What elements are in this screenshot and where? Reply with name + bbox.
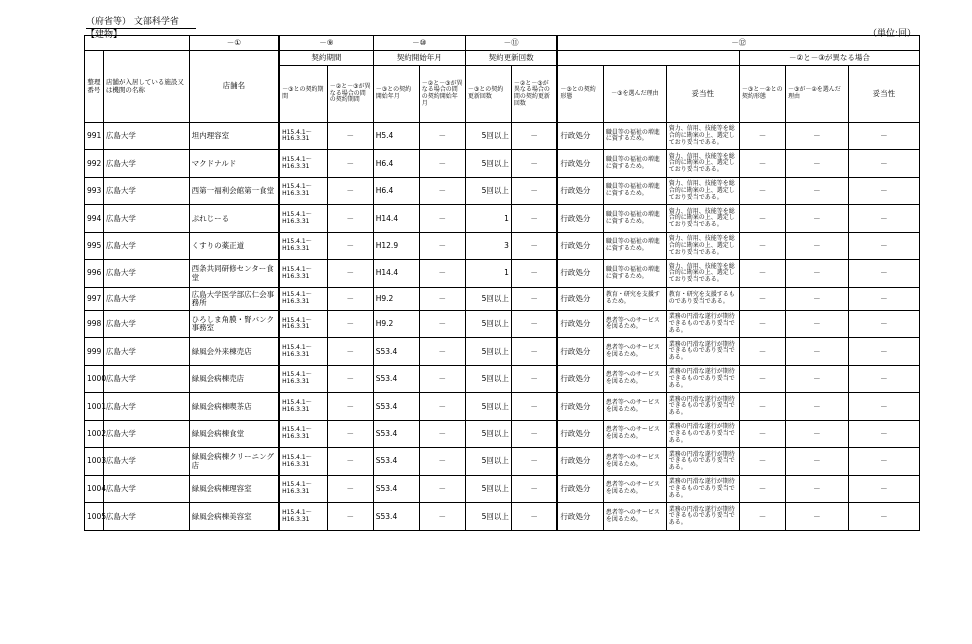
header-g9: －⑨ (279, 36, 373, 51)
contract-start-diff: － (419, 177, 465, 204)
validity-text: 業務の円滑な遂行が期待できるものであり妥当である。 (666, 503, 739, 531)
table-row (85, 123, 920, 150)
renewal-count-diff: － (511, 365, 557, 392)
store-name: 緑風会外来棟売店 (189, 338, 279, 365)
facility-name: 広島大学 (103, 177, 189, 204)
table-row (85, 338, 920, 365)
contract-start-diff: － (419, 150, 465, 177)
renewal-count: 5回以上 (465, 287, 511, 310)
row-number: 1004 (85, 475, 104, 502)
facility-name: 広島大学 (103, 448, 189, 475)
renewal-count-diff: － (511, 123, 557, 150)
diff-validity: － (848, 448, 919, 475)
contract-period: H15.4.1～H16.3.31 (279, 260, 327, 287)
store-name: 緑風会病棟美容室 (189, 503, 279, 531)
diff-form: － (739, 260, 785, 287)
contract-start: H5.4 (373, 123, 419, 150)
renewal-count-diff: － (511, 311, 557, 338)
diff-reason: － (785, 123, 848, 150)
facility-name: 広島大学 (103, 393, 189, 420)
unit-label: （単位:回） (867, 29, 916, 39)
validity-text: 資力、信用、技能等を総合的に勘案の上、選定しており妥当である。 (666, 232, 739, 259)
header-g12: －⑫ (557, 36, 919, 51)
diff-form: － (739, 448, 785, 475)
facility-name: 広島大学 (103, 232, 189, 259)
table-row (85, 311, 920, 338)
header-c12a: －③との契約形態 (557, 66, 603, 123)
diff-reason: － (785, 393, 848, 420)
diff-reason: － (785, 475, 848, 502)
contract-period: H15.4.1～H16.3.31 (279, 287, 327, 310)
contract-period: H15.4.1～H16.3.31 (279, 365, 327, 392)
header-c9b: －②と－③が異なる場合の間の契約期間 (327, 66, 373, 123)
diff-validity: － (848, 393, 919, 420)
header-c12c: 妥当性 (666, 66, 739, 123)
validity-text: 業務の円滑な遂行が期待できるものであり妥当である。 (666, 365, 739, 392)
contract-period-diff: － (327, 177, 373, 204)
diff-reason: － (785, 311, 848, 338)
contract-start-diff: － (419, 311, 465, 338)
renewal-count: 5回以上 (465, 503, 511, 531)
contract-form: 行政処分 (557, 311, 603, 338)
contract-period-diff: － (327, 232, 373, 259)
row-number: 1001 (85, 393, 104, 420)
diff-form: － (739, 311, 785, 338)
selection-reason: 職員等の福祉の増進に資するため。 (603, 205, 666, 232)
validity-text: 業務の円滑な遂行が期待できるものであり妥当である。 (666, 420, 739, 447)
diff-form: － (739, 393, 785, 420)
contract-period-diff: － (327, 503, 373, 531)
header-contract-period: 契約期間 (279, 51, 373, 66)
diff-validity: － (848, 420, 919, 447)
header-g11: －⑪ (465, 36, 557, 51)
agency-label: （府省等） 文部科学省 (86, 14, 196, 29)
contract-start-diff: － (419, 365, 465, 392)
contract-start: H12.9 (373, 232, 419, 259)
header-blank-2 (557, 51, 739, 66)
validity-text: 資力、信用、技能等を総合的に勘案の上、選定しており妥当である。 (666, 123, 739, 150)
diff-reason: － (785, 260, 848, 287)
header-c9a: －③との契約期間 (279, 66, 327, 123)
contract-form: 行政処分 (557, 338, 603, 365)
contract-period-diff: － (327, 205, 373, 232)
selection-reason: 患者等へのサービスを図るため。 (603, 503, 666, 531)
contract-period: H15.4.1～H16.3.31 (279, 338, 327, 365)
contract-form: 行政処分 (557, 475, 603, 502)
header-c11b: －②と－③が異なる場合の間の契約更新回数 (511, 66, 557, 123)
row-number: 1005 (85, 503, 104, 531)
row-number: 1002 (85, 420, 104, 447)
diff-reason: － (785, 150, 848, 177)
renewal-count: 5回以上 (465, 420, 511, 447)
validity-text: 教育・研究を支援するものであり妥当である。 (666, 287, 739, 310)
diff-form: － (739, 150, 785, 177)
diff-validity: － (848, 287, 919, 310)
store-name: くすりの薬正道 (189, 232, 279, 259)
facility-name: 広島大学 (103, 338, 189, 365)
diff-validity: － (848, 338, 919, 365)
renewal-count: 1 (465, 260, 511, 287)
contract-start: S53.4 (373, 338, 419, 365)
diff-form: － (739, 205, 785, 232)
contract-form: 行政処分 (557, 420, 603, 447)
table-row (85, 448, 920, 475)
contract-start-diff: － (419, 260, 465, 287)
row-number: 1003 (85, 448, 104, 475)
table-row (85, 503, 920, 531)
contract-start: H6.4 (373, 150, 419, 177)
header-c11a: －③との契約更新回数 (465, 66, 511, 123)
table-row (85, 393, 920, 420)
contract-start: S53.4 (373, 420, 419, 447)
diff-reason: － (785, 365, 848, 392)
store-name: マクドナルド (189, 150, 279, 177)
selection-reason: 職員等の福祉の増進に資するため。 (603, 260, 666, 287)
table-row (85, 205, 920, 232)
contract-period: H15.4.1～H16.3.31 (279, 205, 327, 232)
diff-validity: － (848, 205, 919, 232)
diff-reason: － (785, 338, 848, 365)
selection-reason: 患者等へのサービスを図るため。 (603, 420, 666, 447)
selection-reason: 職員等の福祉の増進に資するため。 (603, 177, 666, 204)
diff-reason: － (785, 420, 848, 447)
store-name: 緑風会病棟クリーニング店 (189, 448, 279, 475)
diff-reason: － (785, 177, 848, 204)
diff-form: － (739, 287, 785, 310)
facility-name: 広島大学 (103, 205, 189, 232)
contract-period: H15.4.1～H16.3.31 (279, 150, 327, 177)
validity-text: 資力、信用、技能等を総合的に勘案の上、選定しており妥当である。 (666, 260, 739, 287)
contract-period: H15.4.1～H16.3.31 (279, 448, 327, 475)
validity-text: 業務の円滑な遂行が期待できるものであり妥当である。 (666, 448, 739, 475)
renewal-count: 5回以上 (465, 150, 511, 177)
diff-validity: － (848, 260, 919, 287)
renewal-count: 5回以上 (465, 338, 511, 365)
diff-reason: － (785, 287, 848, 310)
renewal-count: 5回以上 (465, 365, 511, 392)
contract-form: 行政処分 (557, 260, 603, 287)
store-name: 緑風会病棟喫茶店 (189, 393, 279, 420)
renewal-count: 5回以上 (465, 177, 511, 204)
selection-reason: 職員等の福祉の増進に資するため。 (603, 123, 666, 150)
contract-start-diff: － (419, 393, 465, 420)
table-row (85, 177, 920, 204)
store-name: ぷれじーる (189, 205, 279, 232)
contract-table (84, 35, 920, 531)
renewal-count-diff: － (511, 287, 557, 310)
store-name: ひろしま角膜・腎バンク事務室 (189, 311, 279, 338)
renewal-count: 1 (465, 205, 511, 232)
table-row (85, 232, 920, 259)
contract-period-diff: － (327, 475, 373, 502)
validity-text: 業務の円滑な遂行が期待できるものであり妥当である。 (666, 475, 739, 502)
facility-name: 広島大学 (103, 150, 189, 177)
facility-name: 広島大学 (103, 311, 189, 338)
diff-form: － (739, 123, 785, 150)
store-name: 広島大学医学部広仁会事務所 (189, 287, 279, 310)
selection-reason: 患者等へのサービスを図るため。 (603, 393, 666, 420)
diff-validity: － (848, 123, 919, 150)
contract-start-diff: － (419, 448, 465, 475)
category-label: 【建物】 (86, 30, 123, 40)
facility-name: 広島大学 (103, 503, 189, 531)
contract-start: H6.4 (373, 177, 419, 204)
validity-text: 業務の円滑な遂行が期待できるものであり妥当である。 (666, 311, 739, 338)
contract-start: H14.4 (373, 260, 419, 287)
header-row-2 (85, 51, 920, 66)
table-row (85, 420, 920, 447)
renewal-count-diff: － (511, 177, 557, 204)
facility-name: 広島大学 (103, 475, 189, 502)
contract-start: S53.4 (373, 365, 419, 392)
selection-reason: 患者等へのサービスを図るため。 (603, 338, 666, 365)
renewal-count-diff: － (511, 338, 557, 365)
header-c12d: －③と－②との契約形態 (739, 66, 785, 123)
contract-start-diff: － (419, 232, 465, 259)
contract-start: S53.4 (373, 448, 419, 475)
table-row (85, 365, 920, 392)
diff-reason: － (785, 205, 848, 232)
diff-validity: － (848, 150, 919, 177)
contract-period: H15.4.1～H16.3.31 (279, 232, 327, 259)
contract-start: H9.2 (373, 311, 419, 338)
renewal-count: 5回以上 (465, 393, 511, 420)
store-name: 緑風会病棟売店 (189, 365, 279, 392)
header-c10a: －③との契約開始年月 (373, 66, 419, 123)
contract-form: 行政処分 (557, 150, 603, 177)
contract-period: H15.4.1～H16.3.31 (279, 475, 327, 502)
contract-start-diff: － (419, 420, 465, 447)
contract-start: S53.4 (373, 475, 419, 502)
diff-form: － (739, 420, 785, 447)
diff-validity: － (848, 475, 919, 502)
diff-reason: － (785, 232, 848, 259)
contract-period-diff: － (327, 123, 373, 150)
diff-validity: － (848, 503, 919, 531)
renewal-count-diff: － (511, 475, 557, 502)
contract-period-diff: － (327, 448, 373, 475)
renewal-count: 3 (465, 232, 511, 259)
header-store: 店舗名 (189, 51, 279, 123)
contract-start-diff: － (419, 475, 465, 502)
renewal-count: 5回以上 (465, 448, 511, 475)
contract-form: 行政処分 (557, 365, 603, 392)
selection-reason: 教育・研究を支援するため。 (603, 287, 666, 310)
store-name: 西条共同研修センター食堂 (189, 260, 279, 287)
contract-start: H9.2 (373, 287, 419, 310)
header-no: 整理番号 (85, 51, 104, 123)
renewal-count-diff: － (511, 448, 557, 475)
facility-name: 広島大学 (103, 287, 189, 310)
diff-reason: － (785, 448, 848, 475)
store-name: 坦内理容室 (189, 123, 279, 150)
renewal-count-diff: － (511, 260, 557, 287)
diff-form: － (739, 232, 785, 259)
row-number: 992 (85, 150, 104, 177)
store-name: 西第一福利会館第一食堂 (189, 177, 279, 204)
validity-text: 資力、信用、技能等を総合的に勘案の上、選定しており妥当である。 (666, 150, 739, 177)
row-number: 991 (85, 123, 104, 150)
diff-reason: － (785, 503, 848, 531)
contract-form: 行政処分 (557, 177, 603, 204)
diff-form: － (739, 365, 785, 392)
facility-name: 広島大学 (103, 123, 189, 150)
contract-form: 行政処分 (557, 287, 603, 310)
header-row-1 (85, 36, 920, 51)
renewal-count: 5回以上 (465, 311, 511, 338)
contract-period-diff: － (327, 150, 373, 177)
validity-text: 資力、信用、技能等を総合的に勘案の上、選定しており妥当である。 (666, 205, 739, 232)
diff-validity: － (848, 311, 919, 338)
contract-start-diff: － (419, 123, 465, 150)
diff-validity: － (848, 365, 919, 392)
store-name: 緑風会病棟理容室 (189, 475, 279, 502)
contract-period: H15.4.1～H16.3.31 (279, 503, 327, 531)
contract-start: H14.4 (373, 205, 419, 232)
table-row (85, 287, 920, 310)
selection-reason: 職員等の福祉の増進に資するため。 (603, 150, 666, 177)
row-number: 994 (85, 205, 104, 232)
header-diff-case: －②と－③が異なる場合 (739, 51, 919, 66)
contract-start: S53.4 (373, 503, 419, 531)
row-number: 993 (85, 177, 104, 204)
contract-period: H15.4.1～H16.3.31 (279, 393, 327, 420)
selection-reason: 患者等へのサービスを図るため。 (603, 311, 666, 338)
facility-name: 広島大学 (103, 365, 189, 392)
validity-text: 資力、信用、技能等を総合的に勘案の上、選定しており妥当である。 (666, 177, 739, 204)
table-row (85, 150, 920, 177)
renewal-count-diff: － (511, 205, 557, 232)
contract-period: H15.4.1～H16.3.31 (279, 311, 327, 338)
renewal-count: 5回以上 (465, 475, 511, 502)
contract-period-diff: － (327, 365, 373, 392)
contract-period-diff: － (327, 393, 373, 420)
contract-form: 行政処分 (557, 448, 603, 475)
validity-text: 業務の円滑な遂行が期待できるものであり妥当である。 (666, 338, 739, 365)
row-number: 1000 (85, 365, 104, 392)
diff-validity: － (848, 177, 919, 204)
selection-reason: 職員等の福祉の増進に資するため。 (603, 232, 666, 259)
contract-form: 行政処分 (557, 503, 603, 531)
facility-name: 広島大学 (103, 420, 189, 447)
contract-start: S53.4 (373, 393, 419, 420)
diff-validity: － (848, 232, 919, 259)
contract-period-diff: － (327, 311, 373, 338)
renewal-count-diff: － (511, 393, 557, 420)
renewal-count: 5回以上 (465, 123, 511, 150)
row-number: 999 (85, 338, 104, 365)
header-g10: －⑩ (373, 36, 465, 51)
diff-form: － (739, 503, 785, 531)
renewal-count-diff: － (511, 503, 557, 531)
header-blank (85, 36, 190, 51)
contract-period: H15.4.1～H16.3.31 (279, 177, 327, 204)
header-c12b: －③を選んだ理由 (603, 66, 666, 123)
contract-start-diff: － (419, 503, 465, 531)
header-renewals: 契約更新回数 (465, 51, 557, 66)
contract-start-diff: － (419, 205, 465, 232)
header-c12f: 妥当性 (848, 66, 919, 123)
validity-text: 業務の円滑な遂行が期待できるものであり妥当である。 (666, 393, 739, 420)
store-name: 緑風会病棟食堂 (189, 420, 279, 447)
header-facility: 店舗が入居している施設又は機関の名称 (103, 51, 189, 123)
table-row (85, 260, 920, 287)
contract-period: H15.4.1～H16.3.31 (279, 420, 327, 447)
selection-reason: 患者等へのサービスを図るため。 (603, 365, 666, 392)
contract-form: 行政処分 (557, 123, 603, 150)
renewal-count-diff: － (511, 232, 557, 259)
contract-start-diff: － (419, 338, 465, 365)
renewal-count-diff: － (511, 150, 557, 177)
header-c10b: －②と－③が異なる場合の間の契約開始年月 (419, 66, 465, 123)
contract-form: 行政処分 (557, 205, 603, 232)
diff-form: － (739, 475, 785, 502)
diff-form: － (739, 177, 785, 204)
table-row (85, 475, 920, 502)
header-g1: －① (189, 36, 279, 51)
header-c12e: －③が－②を選んだ理由 (785, 66, 848, 123)
selection-reason: 患者等へのサービスを図るため。 (603, 448, 666, 475)
row-number: 995 (85, 232, 104, 259)
contract-period-diff: － (327, 260, 373, 287)
contract-form: 行政処分 (557, 393, 603, 420)
renewal-count-diff: － (511, 420, 557, 447)
contract-period-diff: － (327, 338, 373, 365)
contract-period-diff: － (327, 420, 373, 447)
contract-form: 行政処分 (557, 232, 603, 259)
row-number: 997 (85, 287, 104, 310)
contract-period: H15.4.1～H16.3.31 (279, 123, 327, 150)
contract-period-diff: － (327, 287, 373, 310)
row-number: 998 (85, 311, 104, 338)
contract-start-diff: － (419, 287, 465, 310)
selection-reason: 患者等へのサービスを図るため。 (603, 475, 666, 502)
row-number: 996 (85, 260, 104, 287)
facility-name: 広島大学 (103, 260, 189, 287)
diff-form: － (739, 338, 785, 365)
header-contract-start: 契約開始年月 (373, 51, 465, 66)
